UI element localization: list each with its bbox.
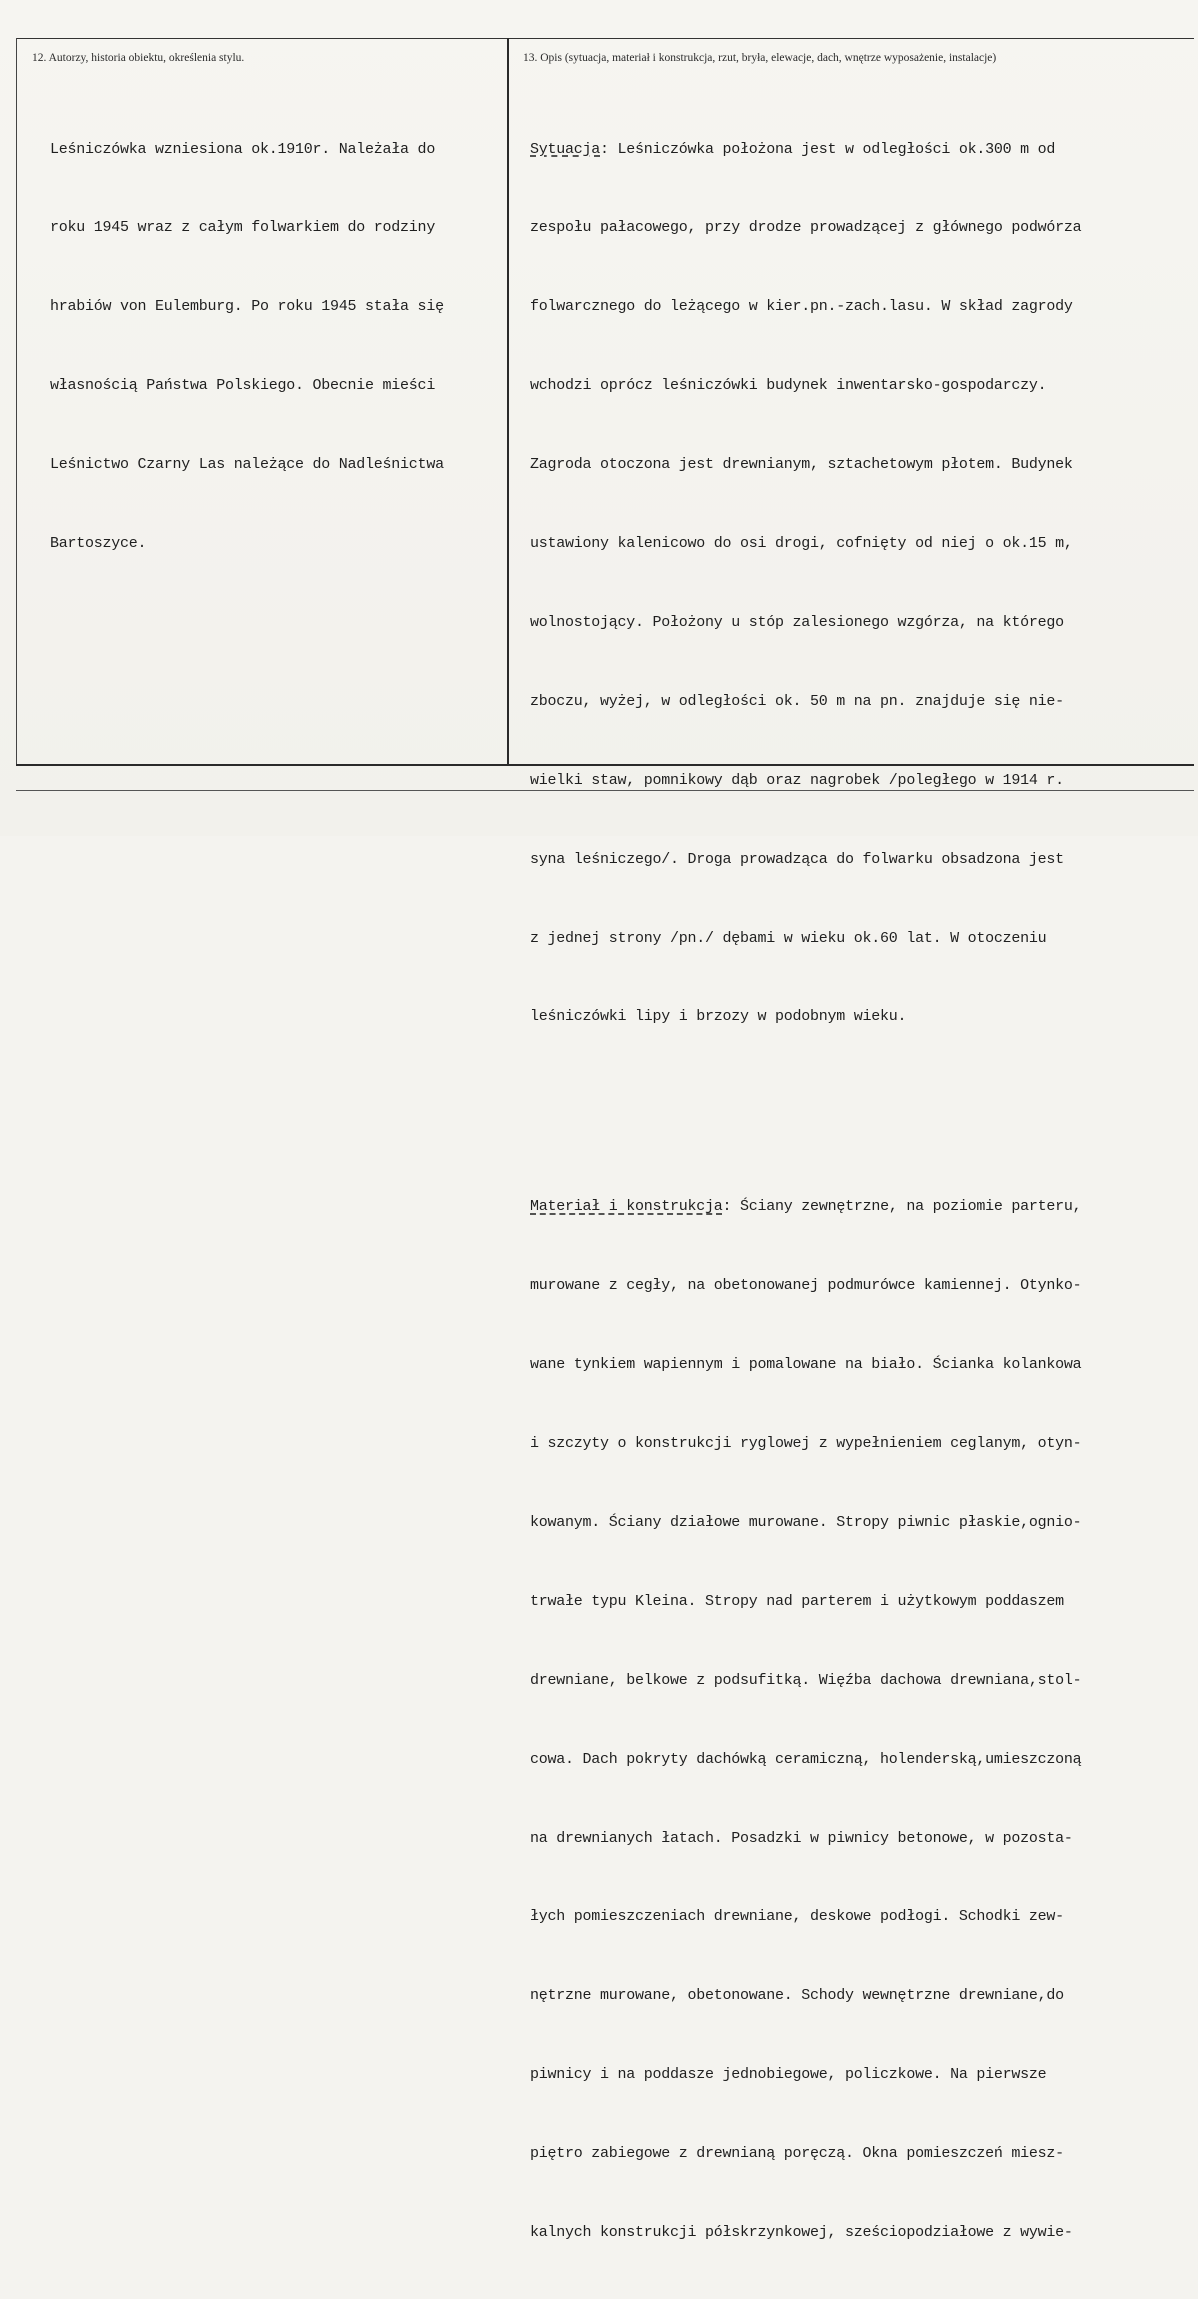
frame-top-rule <box>16 38 1194 39</box>
material-line: wane tynkiem wapiennym i pomalowane na biało. Ścianka kolankowa <box>530 1356 1082 1374</box>
material-line: nętrzne murowane, obetonowane. Schody wewnętrzne drewniane,do <box>530 1987 1064 2005</box>
description-text <box>530 84 1186 2299</box>
material-first-line-text: : Ściany zewnętrzne, na poziomie parteru, <box>722 1198 1082 1216</box>
material-line: i szczyty o konstrukcji ryglowej z wypełnieniem ceglanym, otyn- <box>530 1435 1082 1453</box>
situation-line: ustawiony kalenicowo do osi drogi, cofnięty od niej o ok.15 m, <box>530 535 1073 553</box>
history-line: własnością Państwa Polskiego. Obecnie mieści <box>50 377 436 395</box>
history-line: Leśniczówka wzniesiona ok.1910r. Należała do <box>50 140 436 158</box>
situation-line: wolnostojący. Położony u stóp zalesionego wzgórza, na którego <box>530 613 1064 631</box>
situation-first-line-text: : Leśniczówka położona jest w odległości ok.300 m od <box>600 140 1056 158</box>
material-line: murowane z cegły, na obetonowanej podmurówce kamiennej. Otynko- <box>530 1277 1082 1295</box>
section-12-header: 12. Autorzy, historia obiektu, określenia stylu. <box>32 52 245 64</box>
situation-line: zespołu pałacowego, przy drodze prowadzącej z głównego podwórza <box>530 219 1082 237</box>
material-line: piwnicy i na poddasze jednobiegowe, policzkowe. Na pierwsze <box>530 2066 1047 2084</box>
situation-line: zboczu, wyżej, w odległości ok. 50 m na pn. znajduje się nie- <box>530 692 1064 710</box>
history-line: Leśnictwo Czarny Las należące do Nadleśnictwa <box>50 456 444 474</box>
material-heading: Materiał i konstrukcja <box>530 1198 723 1216</box>
material-line: łych pomieszczeniach drewniane, deskowe podłogi. Schodki zew- <box>530 1908 1064 1926</box>
situation-line: Zagroda otoczona jest drewnianym, sztachetowym płotem. Budynek <box>530 456 1073 474</box>
situation-line: wchodzi oprócz leśniczówki budynek inwentarsko-gospodarczy. <box>530 377 1047 395</box>
history-line: hrabiów von Eulemburg. Po roku 1945 stała się <box>50 298 444 316</box>
history-line: roku 1945 wraz z całym folwarkiem do rodziny <box>50 219 436 237</box>
situation-line: leśniczówki lipy i brzozy w podobnym wieku. <box>530 1008 907 1026</box>
material-line: kalnych konstrukcji półskrzynkowej, sześciopodziałowe z wywie- <box>530 2224 1073 2242</box>
history-line: Bartoszyce. <box>50 535 147 553</box>
section-13-header: 13. Opis (sytuacja, materiał i konstrukcja, rzut, bryła, elewacje, dach, wnętrze wyposażenie, instalacje) <box>523 52 997 64</box>
material-line: na drewnianych łatach. Posadzki w piwnicy betonowe, w pozosta- <box>530 1829 1073 1847</box>
situation-line: z jednej strony /pn./ dębami w wieku ok.60 lat. W otoczeniu <box>530 929 1047 947</box>
situation-line: syna leśniczego/. Droga prowadząca do folwarku obsadzona jest <box>530 850 1064 868</box>
frame-left-rule <box>16 38 17 764</box>
history-text <box>50 84 520 610</box>
material-line: drewniane, belkowe z podsufitką. Więźba dachowa drewniana,stol- <box>530 1671 1082 1689</box>
material-first-line <box>530 1194 1186 1220</box>
situation-line: wielki staw, pomnikowy dąb oraz nagrobek /poległego w 1914 r. <box>530 771 1064 789</box>
situation-first-line <box>530 137 1186 163</box>
material-line: cowa. Dach pokryty dachówką ceramiczną, holenderską,umieszczoną <box>530 1750 1082 1768</box>
paragraph-gap <box>530 1110 1186 1116</box>
situation-heading: Sytuacja <box>530 140 601 158</box>
material-line: trwałe typu Kleina. Stropy nad parterem i użytkowym poddaszem <box>530 1592 1064 1610</box>
material-line: piętro zabiegowe z drewnianą poręczą. Okna pomieszczeń miesz- <box>530 2145 1064 2163</box>
situation-line: folwarcznego do leżącego w kier.pn.-zach.lasu. W skład zagrody <box>530 298 1073 316</box>
material-line: kowanym. Ściany działowe murowane. Stropy piwnic płaskie,ognio- <box>530 1514 1082 1532</box>
